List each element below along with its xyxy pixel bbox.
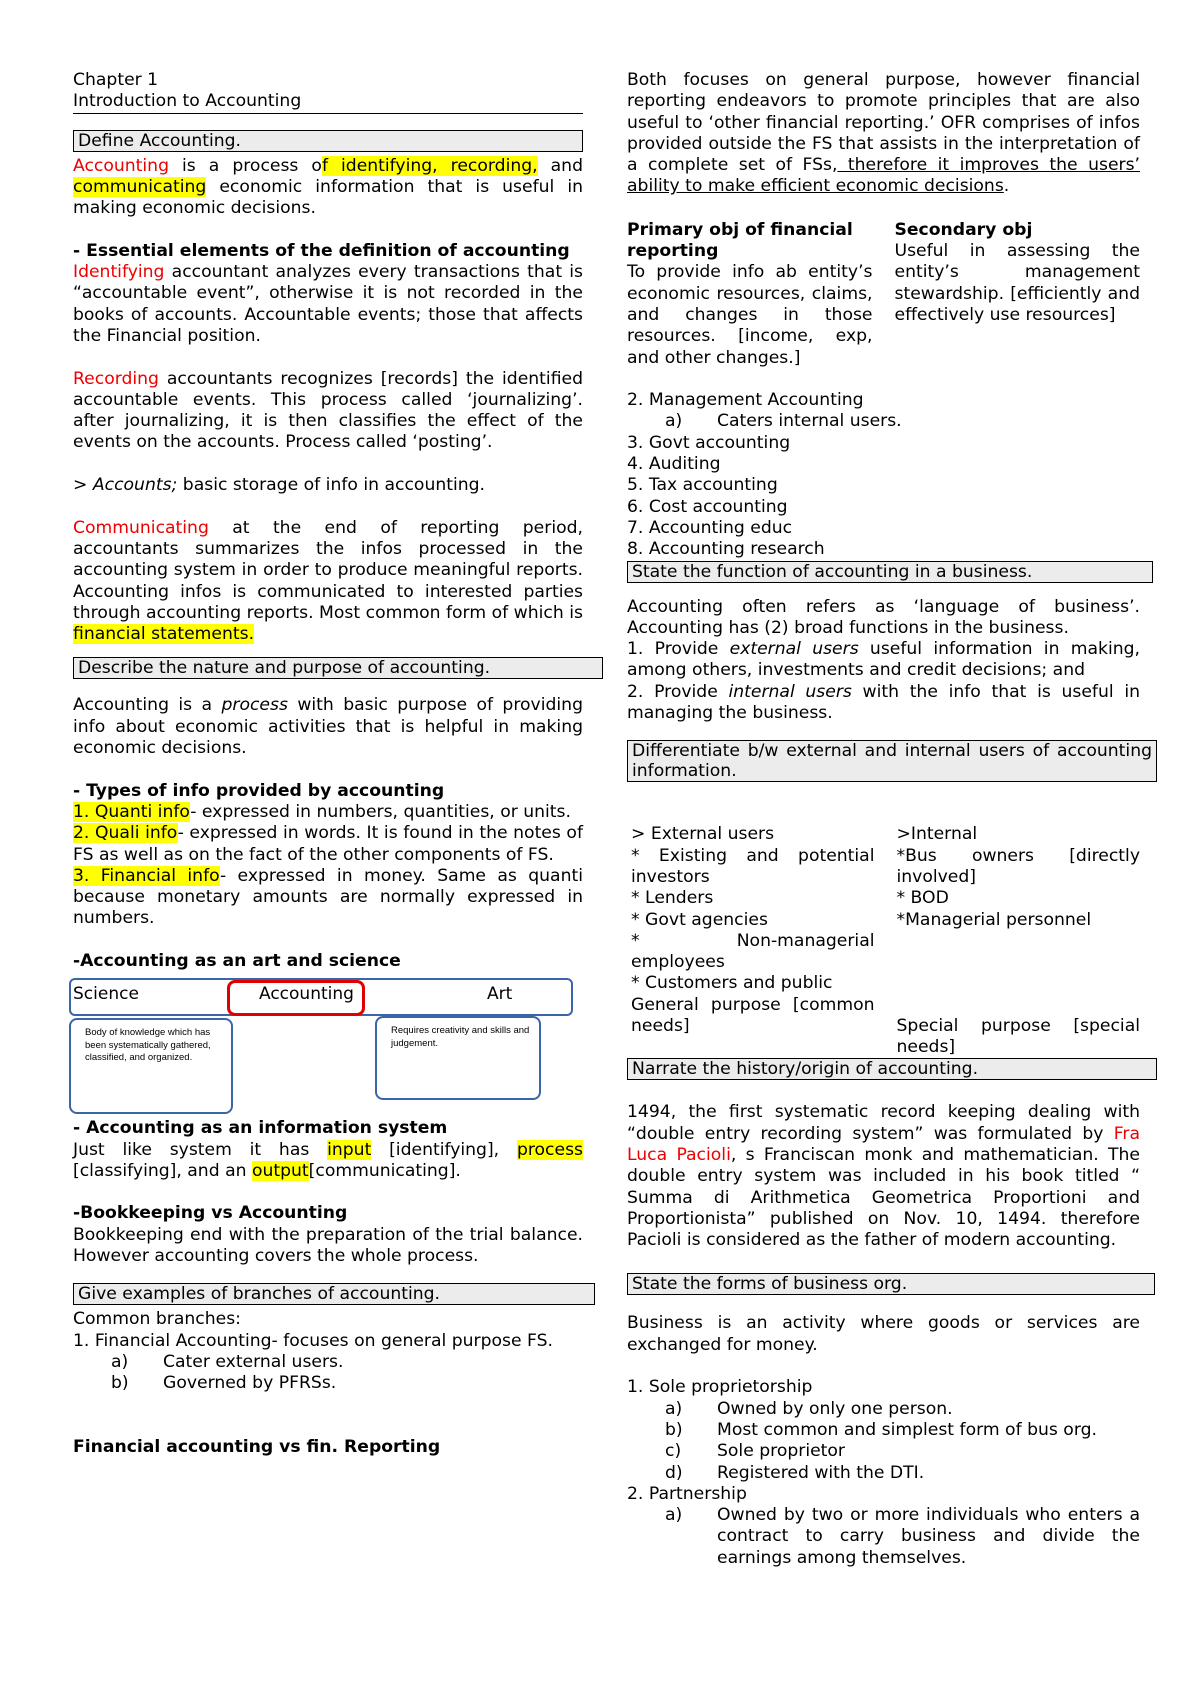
users-table [627,824,1140,1058]
nature-paragraph: Accounting is a process with basic purpose of providing info about economic activities that is helpful in making economic decisions. [73,695,583,759]
type-quali: 2. Quali info- expressed in words. It is found in the notes of FS as well as on the fact of the other components of FS. [73,823,583,865]
science-label: Science [73,984,139,1005]
question-define-accounting: Define Accounting. [73,130,583,152]
business-definition: Business is an activity where goods or services are exchanged for money. [627,1313,1140,1355]
list-item: a) Caters internal users. [665,411,902,432]
question-business-forms: State the forms of business org. [627,1273,1155,1295]
list-item: d) Registered with the DTI. [665,1462,925,1483]
external-user: * Existing and potential investors [631,845,875,887]
external-user: * Non-managerial employees [631,930,875,973]
management-sublist [627,411,1140,432]
list-item: a) Owned by only one person. [665,1398,953,1419]
branch-item: 3. Govt accounting [627,432,791,453]
info-system-paragraph: Just like system it has input [identifying], process [classifying], and an output[communicating]. [73,1139,583,1181]
bookkeeping-paragraph: Bookkeeping end with the preparation of the trial balance. However accounting covers the whole process. [73,1224,583,1267]
external-users-heading: > External users [631,824,775,845]
primary-objective-text: To provide info ab entity’s economic resources, claims, and changes in those resources. [income, exp, and other changes.] [627,262,873,368]
secondary-objective [895,220,1141,369]
internal-users [897,824,1141,1058]
art-label: Art [487,984,513,1005]
essential-elements-heading: - Essential elements of the definition of accounting [73,240,570,261]
accounts-note: > Accounts; basic storage of info in accounting. [73,475,486,496]
right-column [627,70,1152,1569]
partnership-sublist [627,1505,1140,1569]
accounting-label: Accounting [259,984,354,1005]
question-branches: Give examples of branches of accounting. [73,1283,595,1305]
art-description-box [375,1016,541,1100]
fa-vs-fr-heading: Financial accounting vs fin. Reporting [73,1436,441,1457]
identifying-paragraph: Identifying accountant analyzes every transactions that is “accountable event”, otherwise it is not recorded in the books of accounts. Accountable events; those that affects the Financial position. [73,262,583,346]
function-external: 1. Provide external users useful information in making, among others, investments and credit decisions; and [627,639,1140,681]
partnership-item: 2. Partnership [627,1483,747,1504]
external-users [631,824,875,1058]
chapter-number: Chapter 1 [73,70,159,90]
external-user: * Govt agencies [631,909,768,930]
primary-objective [627,220,873,369]
sole-proprietorship-sublist [627,1399,1140,1484]
internal-users-heading: >Internal [896,824,978,845]
definition-paragraph: Accounting is a process of identifying, recording, and communicating economic information that is useful in making economic decisions. [73,155,583,219]
ofr-paragraph: Both focuses on general purpose, however financial reporting endeavors to promote principles that are also useful to ‘other financial reporting.’ OFR comprises of infos provided outside the FS that assists in the interpretation of a complete set of FSs, therefore it improves the users’ ability to make efficient economic decisions. [627,70,1140,197]
branch-item: 6. Cost accounting [627,496,788,517]
internal-user: *Managerial personnel [896,909,1092,930]
internal-user: *Bus owners [directly involved] [896,845,1140,887]
list-item: a) Owned by two or more individuals who enters a contract to carry business and divide the earnings among themselves. [665,1505,1140,1568]
science-description: Body of knowledge which has been systematically gathered, classified, and organized. [85,1027,211,1064]
question-function: State the function of accounting in a business. [627,561,1153,583]
type-financial: 3. Financial info- expressed in money. Same as quanti because monetary amounts are normally expressed in numbers. [73,865,583,929]
question-users: Differentiate b/w external and internal users of accounting information. [627,740,1157,782]
types-heading: - Types of info provided by accounting [73,780,445,801]
recording-paragraph: Recording accountants recognizes [records] the identified accountable events. This process called ‘journalizing’. after journalizing, it is then classifies the effect of the events on the accounts. Process called ‘posting’. [73,368,583,453]
art-science-diagram [73,978,583,1118]
history-paragraph: 1494, the first systematic record keeping dealing with “double entry recording system” was formulated by Fra Luca Pacioli, s Franciscan monk and mathematician. The double entry system was included in his book titled “ Summa di Arithmetica Geometrica Proportioni and Proportionista” published on Nov. 10, 1494. therefore Pacioli is considered as the father of modern accounting. [627,1102,1140,1251]
list-item: b) Governed by PFRSs. [111,1373,337,1394]
function-intro: Accounting often refers as ‘language of business’. Accounting has (2) broad functions in the business. [627,596,1140,638]
list-item: c) Sole proprietor [665,1441,845,1462]
branch-item: 7. Accounting educ [627,517,793,538]
branch-item: 5. Tax accounting [627,475,778,496]
secondary-objective-heading: Secondary obj [894,219,1033,240]
primary-objective-heading: Primary obj of financial reporting [627,219,853,262]
common-branches-label: Common branches: [73,1309,241,1330]
question-nature-purpose: Describe the nature and purpose of accounting. [73,657,603,679]
internal-user: * BOD [896,888,949,909]
list-item: a) Cater external users. [111,1351,344,1372]
external-user: * Lenders [631,888,714,909]
financial-accounting-sublist [73,1352,583,1395]
type-quanti: 1. Quanti info- expressed in numbers, quantities, or units. [73,801,571,822]
sole-proprietorship-item: 1. Sole proprietorship [627,1377,813,1398]
science-description-box [69,1018,233,1114]
external-purpose: General purpose [common needs] [631,994,875,1036]
left-column [73,70,583,1458]
secondary-objective-text: Useful in assessing the entity’s management stewardship. [efficiently and effectively use resources] [894,241,1140,325]
info-system-heading: - Accounting as an information system [73,1118,448,1139]
question-history: Narrate the history/origin of accounting. [627,1058,1157,1080]
art-description: Requires creativity and skills and judgement. [391,1025,530,1049]
chapter-title: Introduction to Accounting [73,91,583,113]
internal-purpose: Special purpose [special needs] [896,1015,1140,1058]
list-item: b) Most common and simplest form of bus org. [665,1419,1097,1440]
art-science-heading: -Accounting as an art and science [73,950,401,971]
communicating-paragraph: Communicating at the end of reporting period, accountants summarizes the infos processed in the accounting system in order to produce meaningful reports. Accounting infos is communicated to interested parties through accounting reports. Most common form of which is financial statements. [73,517,583,645]
function-internal: 2. Provide internal users with the info that is useful in managing the business. [627,681,1140,724]
objectives-table [627,220,1140,369]
financial-accounting-item: 1. Financial Accounting- focuses on general purpose FS. [73,1330,553,1351]
bookkeeping-heading: -Bookkeeping vs Accounting [73,1203,348,1224]
external-user: * Customers and public [631,973,833,994]
management-accounting-item: 2. Management Accounting [627,390,864,411]
branch-item: 4. Auditing [627,454,721,475]
branch-item: 8. Accounting research [627,539,825,560]
